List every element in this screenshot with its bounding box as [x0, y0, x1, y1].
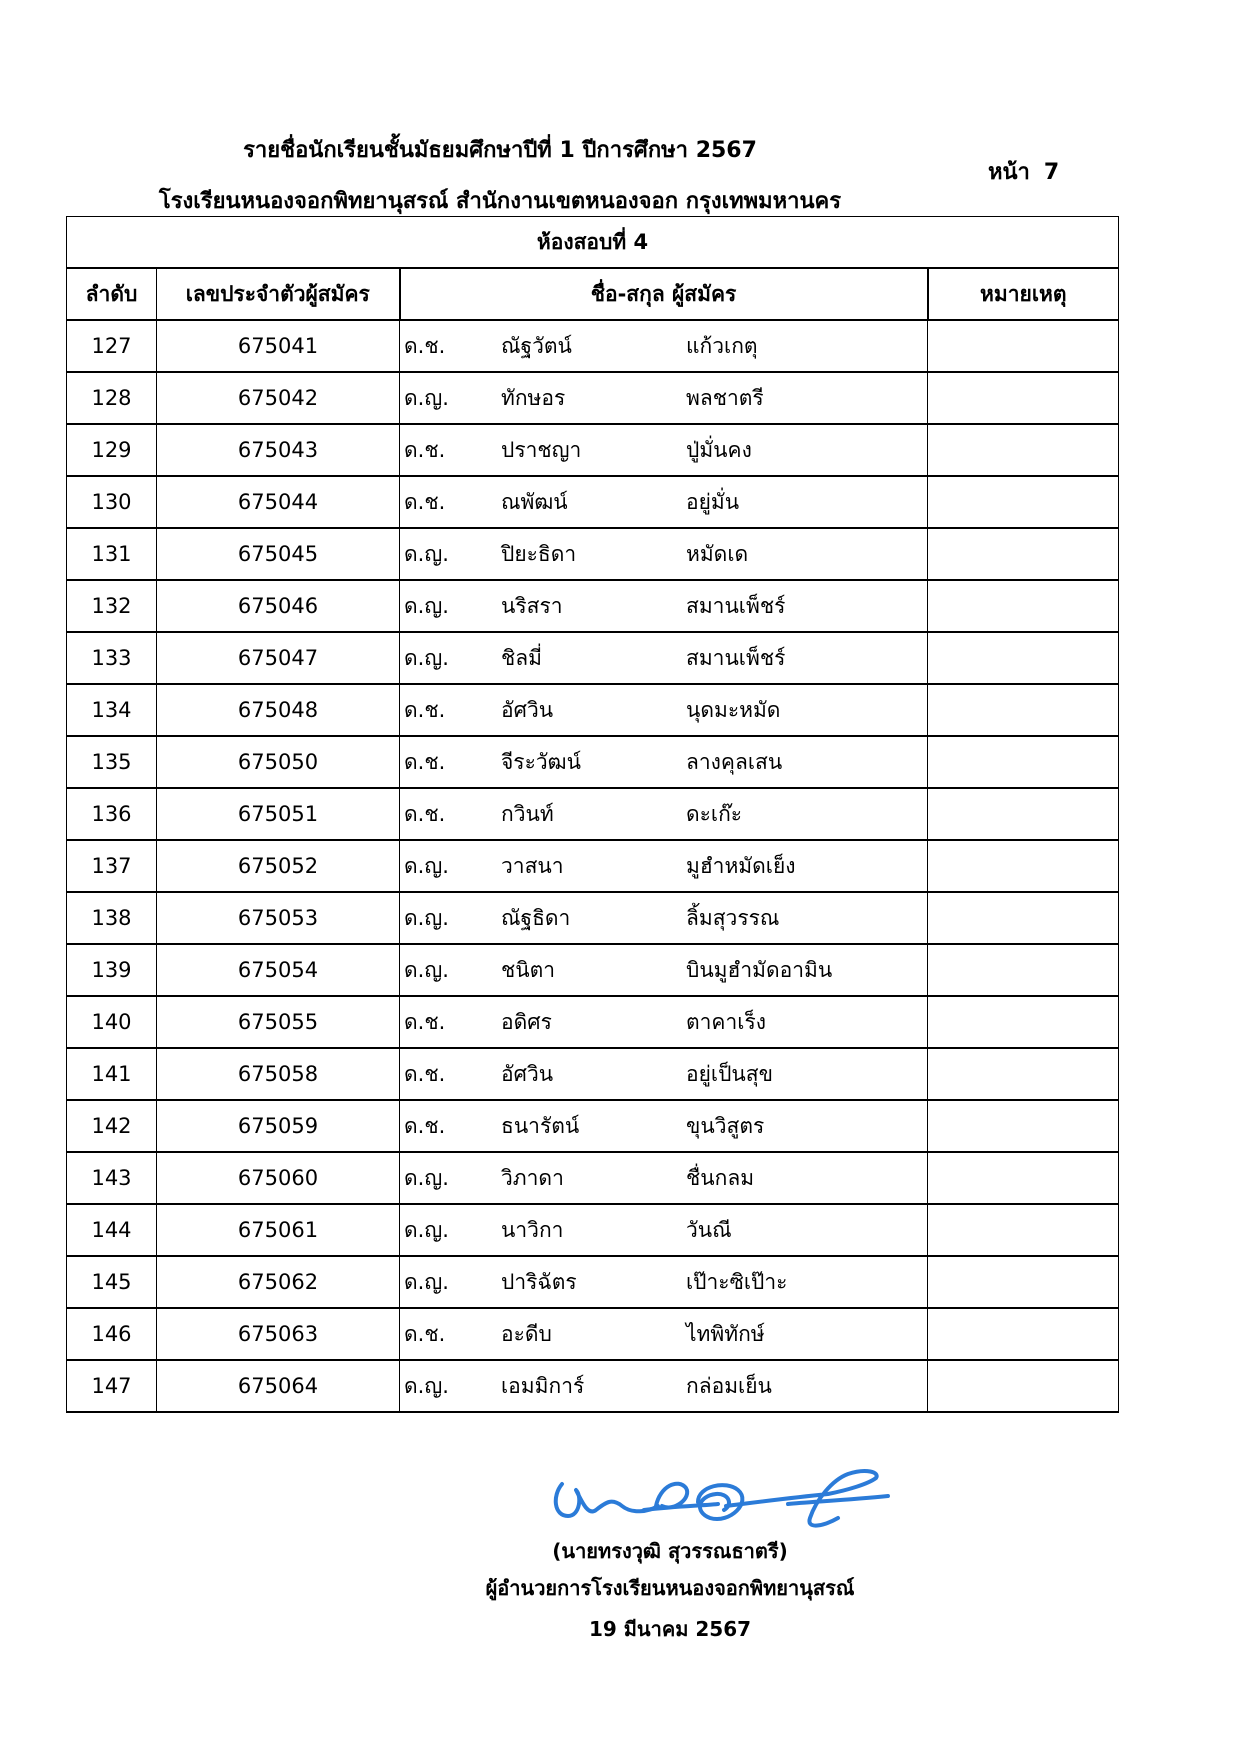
last-name: ไทพิทักษ์ [686, 1321, 765, 1346]
first-name: อัศวิน [501, 1061, 554, 1086]
name-prefix: ด.ญ. [404, 385, 449, 410]
first-name: นริสรา [501, 593, 563, 618]
cell-applicant-id: 675052 [157, 840, 400, 892]
cell-remark [928, 944, 1119, 996]
cell-order: 132 [67, 580, 157, 632]
last-name: อยู่มั่น [686, 489, 740, 514]
last-name: ดะเก๊ะ [686, 801, 743, 826]
cell-name [400, 996, 928, 1048]
table-row [67, 372, 1119, 424]
name-prefix: ด.ช. [404, 1113, 446, 1138]
director-signature [548, 1466, 908, 1546]
cell-order: 127 [67, 320, 157, 372]
first-name: ทักษอร [501, 385, 566, 410]
cell-name [400, 1048, 928, 1100]
cell-name [400, 476, 928, 528]
name-prefix: ด.ญ. [404, 1217, 449, 1242]
last-name: ลิ้มสุวรรณ [686, 905, 780, 930]
last-name: เป๊าะซิเป๊าะ [686, 1269, 788, 1294]
cell-applicant-id: 675062 [157, 1256, 400, 1308]
cell-applicant-id: 675064 [157, 1360, 400, 1412]
last-name: วันณี [686, 1217, 732, 1242]
cell-order: 138 [67, 892, 157, 944]
cell-remark [928, 840, 1119, 892]
cell-remark [928, 1048, 1119, 1100]
first-name: วิภาดา [501, 1165, 564, 1190]
first-name: ณัฐวัตน์ [501, 333, 572, 358]
cell-name [400, 372, 928, 424]
first-name: ปราชญา [501, 437, 582, 462]
cell-name [400, 320, 928, 372]
cell-remark [928, 1100, 1119, 1152]
name-prefix: ด.ช. [404, 749, 446, 774]
cell-order: 129 [67, 424, 157, 476]
first-name: จีระวัฒน์ [501, 749, 581, 774]
table-row [67, 944, 1119, 996]
table-row [67, 840, 1119, 892]
first-name: ธนารัตน์ [501, 1113, 580, 1138]
cell-name [400, 580, 928, 632]
last-name: บินมูฮำมัดอามิน [686, 957, 833, 982]
cell-order: 146 [67, 1308, 157, 1360]
cell-name [400, 944, 928, 996]
cell-name [400, 1100, 928, 1152]
cell-name [400, 684, 928, 736]
last-name: นุดมะหมัด [686, 697, 781, 722]
first-name: กวินท์ [501, 801, 554, 826]
table-row [67, 1256, 1119, 1308]
name-prefix: ด.ช. [404, 801, 446, 826]
table-row [67, 736, 1119, 788]
name-prefix: ด.ญ. [404, 541, 449, 566]
cell-remark [928, 632, 1119, 684]
cell-applicant-id: 675043 [157, 424, 400, 476]
cell-order: 145 [67, 1256, 157, 1308]
column-header-name: ชื่อ-สกุล ผู้สมัคร [400, 268, 928, 320]
cell-applicant-id: 675048 [157, 684, 400, 736]
cell-applicant-id: 675047 [157, 632, 400, 684]
signer-position: ผู้อำนวยการโรงเรียนหนองจอกพิทยานุสรณ์ [485, 1576, 855, 1600]
school-subtitle: โรงเรียนหนองจอกพิทยานุสรณ์ สำนักงานเขตหนองจอก กรุงเทพมหานคร [158, 189, 842, 214]
cell-remark [928, 1360, 1119, 1412]
table-row [67, 476, 1119, 528]
cell-name [400, 1360, 928, 1412]
cell-applicant-id: 675042 [157, 372, 400, 424]
name-prefix: ด.ช. [404, 1321, 446, 1346]
table-row [67, 1360, 1119, 1412]
first-name: อัศวิน [501, 697, 554, 722]
cell-applicant-id: 675061 [157, 1204, 400, 1256]
last-name: กล่อมเย็น [686, 1373, 772, 1398]
first-name: นาวิกา [501, 1217, 564, 1242]
name-prefix: ด.ญ. [404, 957, 449, 982]
cell-remark [928, 684, 1119, 736]
cell-order: 144 [67, 1204, 157, 1256]
cell-order: 137 [67, 840, 157, 892]
last-name: หมัดเด [686, 541, 749, 566]
last-name: ชื่นกลม [686, 1165, 755, 1190]
last-name: ลางคุลเสน [686, 749, 783, 774]
document-title: รายชื่อนักเรียนชั้นมัธยมศึกษาปีที่ 1 ปีการศึกษา 2567 [243, 138, 757, 163]
table-row [67, 580, 1119, 632]
cell-order: 130 [67, 476, 157, 528]
column-header-remark: หมายเหตุ [928, 268, 1119, 320]
cell-applicant-id: 675046 [157, 580, 400, 632]
name-prefix: ด.ช. [404, 437, 446, 462]
applicant-table [66, 216, 1119, 1413]
table-row [67, 528, 1119, 580]
cell-remark [928, 996, 1119, 1048]
cell-remark [928, 1204, 1119, 1256]
exam-room-label: ห้องสอบที่ 4 [67, 217, 1119, 269]
last-name: อยู่เป็นสุข [686, 1061, 773, 1086]
table-row [67, 892, 1119, 944]
cell-order: 140 [67, 996, 157, 1048]
cell-name [400, 424, 928, 476]
cell-order: 139 [67, 944, 157, 996]
cell-applicant-id: 675063 [157, 1308, 400, 1360]
last-name: ปู่มั่นคง [686, 437, 752, 462]
cell-applicant-id: 675054 [157, 944, 400, 996]
name-prefix: ด.ช. [404, 697, 446, 722]
name-prefix: ด.ช. [404, 1061, 446, 1086]
cell-applicant-id: 675053 [157, 892, 400, 944]
document-date: 19 มีนาคม 2567 [588, 1617, 752, 1641]
cell-remark [928, 1152, 1119, 1204]
last-name: สมานเพ็ชร์ [686, 645, 786, 670]
table-row [67, 320, 1119, 372]
first-name: ณพัฒน์ [501, 489, 568, 514]
cell-remark [928, 736, 1119, 788]
cell-order: 134 [67, 684, 157, 736]
cell-name [400, 892, 928, 944]
last-name: พลชาตรี [686, 385, 764, 410]
table-row [67, 1308, 1119, 1360]
cell-remark [928, 320, 1119, 372]
table-row [67, 1048, 1119, 1100]
first-name: ณัฐธิดา [501, 905, 571, 930]
table-row [67, 1152, 1119, 1204]
cell-name [400, 1152, 928, 1204]
cell-name [400, 840, 928, 892]
name-prefix: ด.ญ. [404, 593, 449, 618]
cell-applicant-id: 675058 [157, 1048, 400, 1100]
table-row [67, 424, 1119, 476]
cell-remark [928, 892, 1119, 944]
cell-applicant-id: 675044 [157, 476, 400, 528]
table-row [67, 1100, 1119, 1152]
column-header-order: ลำดับ [67, 268, 157, 320]
cell-name [400, 736, 928, 788]
last-name: ตาคาเร็ง [686, 1009, 766, 1034]
last-name: มูฮำหมัดเย็ง [686, 853, 796, 878]
cell-order: 143 [67, 1152, 157, 1204]
cell-name [400, 632, 928, 684]
first-name: ชิลมี่ [501, 645, 542, 670]
cell-applicant-id: 675051 [157, 788, 400, 840]
first-name: วาสนา [501, 853, 564, 878]
last-name: สมานเพ็ชร์ [686, 593, 786, 618]
signer-name: (นายทรงวุฒิ สุวรรณธาตรี) [552, 1539, 788, 1563]
cell-name [400, 788, 928, 840]
cell-remark [928, 372, 1119, 424]
table-row [67, 788, 1119, 840]
cell-remark [928, 528, 1119, 580]
first-name: ปิยะธิดา [501, 541, 577, 566]
cell-order: 128 [67, 372, 157, 424]
cell-remark [928, 1308, 1119, 1360]
cell-remark [928, 424, 1119, 476]
first-name: ปาริฉัตร [501, 1269, 577, 1294]
name-prefix: ด.ญ. [404, 853, 449, 878]
first-name: ชนิตา [501, 957, 556, 982]
cell-order: 135 [67, 736, 157, 788]
column-header-applicant-id: เลขประจำตัวผู้สมัคร [157, 268, 400, 320]
cell-order: 141 [67, 1048, 157, 1100]
table-row [67, 632, 1119, 684]
table-row [67, 1204, 1119, 1256]
page-number-label [988, 154, 1059, 189]
table-row [67, 996, 1119, 1048]
name-prefix: ด.ช. [404, 333, 446, 358]
signature-stroke [556, 1471, 888, 1526]
cell-remark [928, 788, 1119, 840]
cell-remark [928, 580, 1119, 632]
cell-order: 147 [67, 1360, 157, 1412]
name-prefix: ด.ช. [404, 489, 446, 514]
name-prefix: ด.ญ. [404, 645, 449, 670]
name-prefix: ด.ญ. [404, 1269, 449, 1294]
cell-order: 136 [67, 788, 157, 840]
name-prefix: ด.ช. [404, 1009, 446, 1034]
page-label: หน้า [988, 160, 1030, 185]
cell-order: 133 [67, 632, 157, 684]
cell-name [400, 1308, 928, 1360]
first-name: อะดีบ [501, 1321, 552, 1346]
cell-applicant-id: 675041 [157, 320, 400, 372]
last-name: ขุนวิสูตร [686, 1113, 765, 1138]
cell-remark [928, 1256, 1119, 1308]
first-name: เอมมิการ์ [501, 1373, 585, 1398]
cell-name [400, 528, 928, 580]
cell-remark [928, 476, 1119, 528]
cell-name [400, 1204, 928, 1256]
cell-applicant-id: 675055 [157, 996, 400, 1048]
name-prefix: ด.ญ. [404, 905, 449, 930]
table-row [67, 684, 1119, 736]
cell-name [400, 1256, 928, 1308]
cell-order: 131 [67, 528, 157, 580]
cell-applicant-id: 675045 [157, 528, 400, 580]
page-number: 7 [1043, 160, 1060, 185]
cell-applicant-id: 675060 [157, 1152, 400, 1204]
last-name: แก้วเกตุ [686, 333, 758, 358]
name-prefix: ด.ญ. [404, 1373, 449, 1398]
cell-applicant-id: 675050 [157, 736, 400, 788]
cell-order: 142 [67, 1100, 157, 1152]
first-name: อดิศร [501, 1009, 552, 1034]
name-prefix: ด.ญ. [404, 1165, 449, 1190]
cell-applicant-id: 675059 [157, 1100, 400, 1152]
